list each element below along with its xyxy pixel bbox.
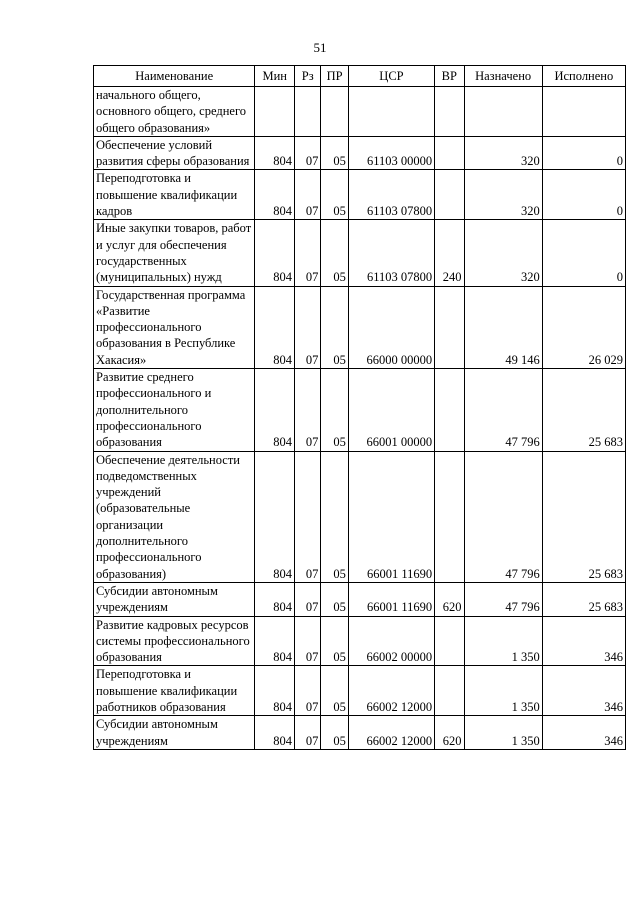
cell-executed: 0 [542, 170, 625, 220]
cell-rz [295, 87, 321, 137]
cell-min: 804 [255, 666, 295, 716]
cell-executed: 26 029 [542, 286, 625, 368]
cell-name: Обеспечение условий развития сферы образования [94, 136, 255, 170]
cell-csr: 66000 00000 [348, 286, 434, 368]
cell-name: Развитие среднего профессионального и дополнительного профессионального образования [94, 369, 255, 451]
cell-vr [435, 369, 464, 451]
header-min: Мин [255, 66, 295, 87]
cell-min: 804 [255, 582, 295, 616]
cell-min: 804 [255, 451, 295, 582]
cell-executed: 346 [542, 616, 625, 666]
cell-vr [435, 136, 464, 170]
cell-name: Развитие кадровых ресурсов системы профессионального образования [94, 616, 255, 666]
header-vr: ВР [435, 66, 464, 87]
cell-name: Государственная программа «Развитие профессионального образования в Республике Хакасия» [94, 286, 255, 368]
cell-min: 804 [255, 369, 295, 451]
page-number: 51 [313, 40, 327, 55]
header-assigned: Назначено [464, 66, 542, 87]
cell-pr: 05 [321, 170, 348, 220]
cell-assigned [464, 87, 542, 137]
cell-vr: 620 [435, 716, 464, 750]
cell-vr [435, 286, 464, 368]
cell-name: Обеспечение деятельности подведомственных учреждений (образовательные организации дополнительного профессионального образования) [94, 451, 255, 582]
cell-pr: 05 [321, 286, 348, 368]
cell-csr: 61103 07800 [348, 170, 434, 220]
cell-csr: 66001 11690 [348, 451, 434, 582]
cell-rz: 07 [295, 716, 321, 750]
cell-rz: 07 [295, 369, 321, 451]
cell-assigned: 47 796 [464, 369, 542, 451]
table-row [94, 582, 626, 616]
cell-executed: 25 683 [542, 582, 625, 616]
cell-pr: 05 [321, 666, 348, 716]
cell-min: 804 [255, 716, 295, 750]
cell-csr: 61103 00000 [348, 136, 434, 170]
cell-assigned: 47 796 [464, 582, 542, 616]
cell-rz: 07 [295, 170, 321, 220]
cell-pr: 05 [321, 220, 348, 286]
cell-pr [321, 87, 348, 137]
table-row [94, 170, 626, 220]
cell-csr: 66002 00000 [348, 616, 434, 666]
cell-rz: 07 [295, 666, 321, 716]
cell-name: Переподготовка и повышение квалификации кадров [94, 170, 255, 220]
table-header-row [94, 66, 626, 87]
cell-vr: 620 [435, 582, 464, 616]
cell-vr [435, 451, 464, 582]
cell-pr: 05 [321, 616, 348, 666]
cell-min: 804 [255, 286, 295, 368]
cell-vr [435, 87, 464, 137]
cell-executed: 25 683 [542, 451, 625, 582]
cell-name: начального общего, основного общего, среднего общего образования» [94, 87, 255, 137]
table-row [94, 716, 626, 750]
cell-csr: 61103 07800 [348, 220, 434, 286]
table-row [94, 666, 626, 716]
cell-executed: 0 [542, 220, 625, 286]
cell-pr: 05 [321, 136, 348, 170]
table-row [94, 369, 626, 451]
cell-assigned: 1 350 [464, 716, 542, 750]
cell-executed [542, 87, 625, 137]
table-row [94, 136, 626, 170]
cell-vr [435, 170, 464, 220]
cell-min: 804 [255, 220, 295, 286]
cell-csr: 66001 11690 [348, 582, 434, 616]
table-row [94, 87, 626, 137]
table-row [94, 220, 626, 286]
cell-rz: 07 [295, 136, 321, 170]
cell-pr: 05 [321, 451, 348, 582]
header-rz: Рз [295, 66, 321, 87]
cell-rz: 07 [295, 616, 321, 666]
cell-csr: 66001 00000 [348, 369, 434, 451]
cell-name: Переподготовка и повышение квалификации работников образования [94, 666, 255, 716]
cell-min: 804 [255, 170, 295, 220]
cell-min [255, 87, 295, 137]
cell-name: Субсидии автономным учреждениям [94, 716, 255, 750]
cell-assigned: 1 350 [464, 666, 542, 716]
cell-assigned: 47 796 [464, 451, 542, 582]
cell-csr: 66002 12000 [348, 666, 434, 716]
cell-executed: 346 [542, 716, 625, 750]
header-pr: ПР [321, 66, 348, 87]
cell-rz: 07 [295, 286, 321, 368]
cell-csr [348, 87, 434, 137]
cell-pr: 05 [321, 369, 348, 451]
cell-rz: 07 [295, 451, 321, 582]
cell-csr: 66002 12000 [348, 716, 434, 750]
cell-vr [435, 666, 464, 716]
table-row [94, 286, 626, 368]
cell-assigned: 1 350 [464, 616, 542, 666]
cell-assigned: 320 [464, 170, 542, 220]
table-row [94, 451, 626, 582]
header-executed: Исполнено [542, 66, 625, 87]
cell-assigned: 49 146 [464, 286, 542, 368]
cell-rz: 07 [295, 220, 321, 286]
cell-pr: 05 [321, 582, 348, 616]
cell-assigned: 320 [464, 220, 542, 286]
cell-name: Субсидии автономным учреждениям [94, 582, 255, 616]
cell-pr: 05 [321, 716, 348, 750]
header-csr: ЦСР [348, 66, 434, 87]
cell-vr [435, 616, 464, 666]
budget-table [93, 65, 626, 750]
cell-min: 804 [255, 136, 295, 170]
cell-executed: 25 683 [542, 369, 625, 451]
cell-vr: 240 [435, 220, 464, 286]
cell-executed: 346 [542, 666, 625, 716]
table-row [94, 616, 626, 666]
cell-assigned: 320 [464, 136, 542, 170]
cell-rz: 07 [295, 582, 321, 616]
cell-min: 804 [255, 616, 295, 666]
cell-name: Иные закупки товаров, работ и услуг для обеспечения государственных (муниципальных) нужд [94, 220, 255, 286]
cell-executed: 0 [542, 136, 625, 170]
header-name: Наименование [94, 66, 255, 87]
